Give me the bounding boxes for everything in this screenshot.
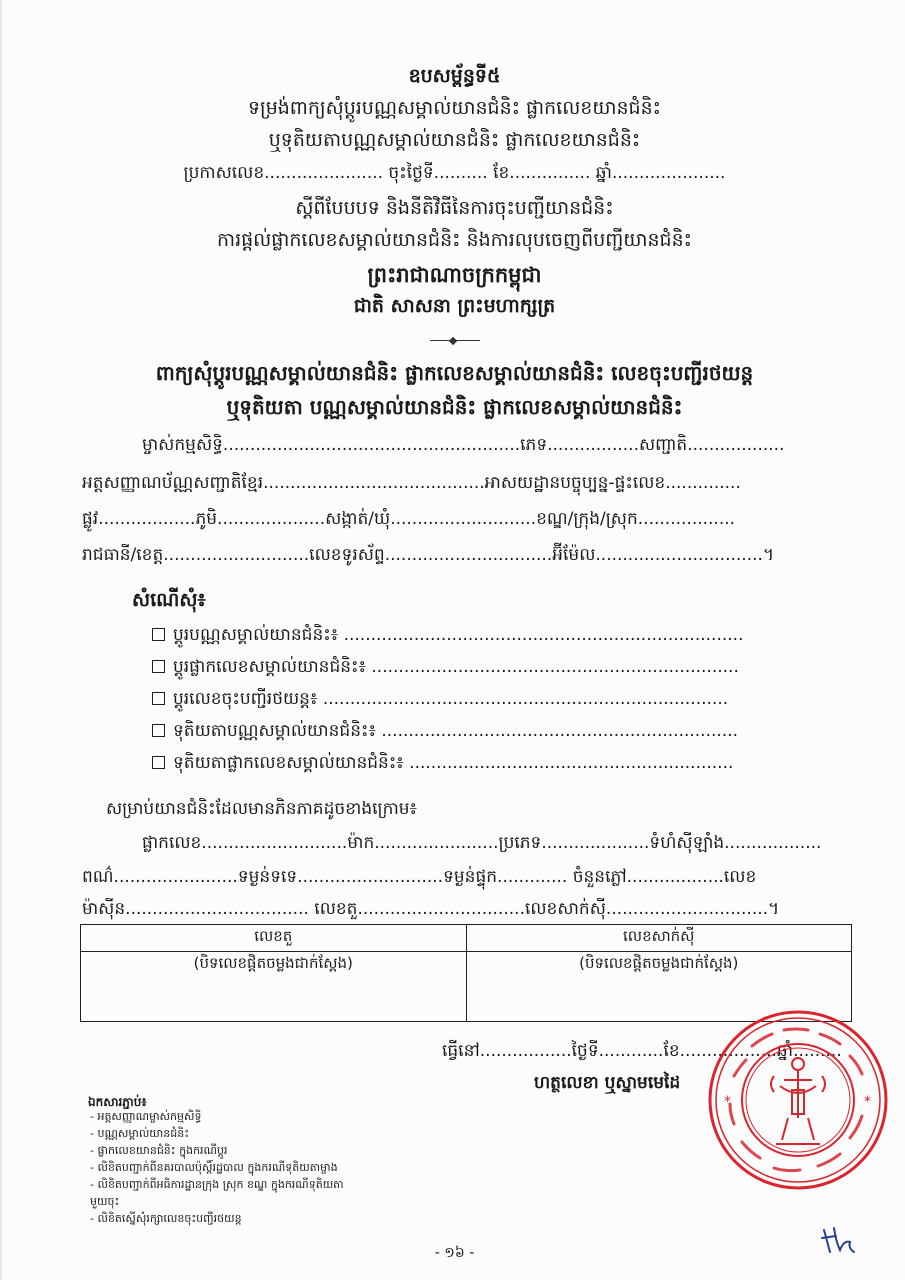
attachment-item: - ផ្លាកលេខយានជំនិះ ក្នុងករណីប្ដូរ [90,1144,228,1157]
place-date-line[interactable]: ធ្វើនៅ.................ថ្ងៃទី............ខែ..................ឆ្នាំ......... [442,1041,842,1061]
national-motto: ជាតិ សាសនា ព្រះមហាក្សត្រ [353,295,556,317]
request-option-duplicate-plate[interactable]: ទុតិយតាផ្លាកលេខសម្គាល់យានជំនិះ៖ ............................................................ [152,752,733,777]
table-cell-engine[interactable]: (បិទលេខផ្ដិតចម្លងជាក់ស្ដែង) [466,952,852,1022]
table-header-chassis: លេខតួ [81,925,467,952]
attachment-item: - លិខិតបញ្ជាក់ពីនគរបាលប៉ុស្ដិ៍រដ្ឋបាល ក្នុងករណីទុតិយតាម្ចាង [90,1161,338,1174]
header-line-2: ឬទុតិយតាបណ្ណសម្គាល់យានជំនិះ ផ្លាកលេខយានជំនិះ [268,129,641,151]
attachments-heading: ឯកសារភ្ជាប់៖ [88,1095,147,1109]
handwritten-signature [820,1222,860,1258]
attachment-item: - លិខិតបញ្ជាក់ពីអធិការដ្ឋានក្រុង ស្រុក ខណ្ឌ ក្នុងករណីទុតិយតា [90,1178,344,1191]
vehicle-field-row-3[interactable]: ម៉ាស៊ីន.................................. លេខតួ...............................លេខសាក់ស៊ី..............................។ [82,899,780,919]
official-seal-icon [704,1006,892,1194]
request-option-change-card[interactable]: ប្ដូរបណ្ណសម្គាល់យានជំនិះ៖ .......................................................................... [152,624,743,649]
header-proclamation-line: ប្រកាសលេខ...................... ចុះថ្ងៃទី.......... ខែ............... ឆ្នាំ..................... [183,163,726,183]
form-title-line-1: ពាក្យសុំប្ដូរបណ្ណសម្គាល់យានជំនិះ ផ្លាកលេខសម្គាល់យានជំនិះ លេខចុះបញ្ជីរថយន្ត [155,361,754,385]
kingdom-title: ព្រះរាជាណាចក្រកម្ពុជា [367,263,542,287]
owner-field-row-3[interactable]: ផ្លូវ..................ភូមិ....................សង្កាត់/ឃុំ...........................ខណ្ឌ/ក្រុង/ស្រុក.................. [82,509,736,529]
signature-label: ហត្ថលេខា ឬស្នាមមេដៃ [534,1073,681,1093]
annex-title: ឧបសម្ព័ន្ធទី៥ [408,65,501,87]
page-number: - ១៦ - [434,1245,475,1261]
attachment-item: - លិខិតស្នើសុំរក្សាលេខចុះបញ្ជីរថយន្ត [90,1212,242,1225]
vehicle-intro: សម្រាប់យានជំនិះដែលមានភិនភាគដូចខាងក្រោម៖ [106,799,418,819]
header-line-5: ការផ្ដល់ផ្លាកលេខសម្គាល់យានជំនិះ និងការលុបចេញពីបញ្ជីយានជំនិះ [216,229,692,251]
header-line-4: ស្ដីពីបែបបទ និងនីតិវិធីនៃការចុះបញ្ជីយានជំនិះ [295,197,614,219]
request-option-duplicate-card[interactable]: ទុតិយតាបណ្ណសម្គាល់យានជំនិះ៖ .................................................................. [152,720,738,745]
checkbox[interactable] [152,660,165,673]
attachment-item: - អត្តសញ្ញាណម្ចាស់កម្មសិទ្ធិ [90,1110,202,1123]
request-option-change-plate[interactable]: ប្ដូរផ្លាកលេខសម្គាល់យានជំនិះ៖ .................................................................... [152,656,739,681]
table-header-engine: លេខសាក់ស៊ី [466,925,852,952]
svg-text:*: * [724,1094,731,1110]
request-heading: សំណើសុំ៖ [132,589,206,611]
form-title-line-2: ឬទុតិយតា បណ្ណសម្គាល់យានជំនិះ ផ្លាកលេខសម្គាល់យានជំនិះ [226,395,683,419]
checkbox[interactable] [152,628,165,641]
header-line-1: ទម្រង់ពាក្យសុំប្ដូរបណ្ណសម្គាល់យានជំនិះ ផ្លាកលេខយានជំនិះ [247,97,662,119]
vehicle-field-row-1[interactable]: ផ្លាកលេខ...........................ម៉ាក.......................ប្រភេទ....................ទំហំស៊ីឡាំង.................. [142,833,822,853]
request-option-change-registration[interactable]: ប្ដូរលេខចុះបញ្ជីរថយន្ត៖ ........................................................................... [152,688,728,713]
table-cell-chassis[interactable]: (បិទលេខផ្ដិតចម្លងជាក់ស្ដែង) [81,952,467,1022]
owner-field-row-2[interactable]: អត្តសញ្ញាណប័ណ្ណសញ្ជាតិខ្មែរ.........................................អាសយដ្ឋានបច្ចុប្បន្ន-ផ្ទះលេខ.............. [82,473,741,493]
owner-field-row-1[interactable]: ម្ចាស់កម្មសិទ្ធិ.......................................................ភេទ.................សញ្ជាតិ.................. [142,435,785,455]
attachment-item: - បណ្ណសម្គាល់យានជំនិះ [90,1127,190,1140]
checkbox[interactable] [152,724,165,737]
owner-field-row-4[interactable]: រាជធានី/ខេត្ត...........................លេខទូរស័ព្ទ...............................អ៊ីម៉ែល...............................។ [82,545,775,565]
checkbox[interactable] [152,692,165,705]
decorative-divider [430,340,480,341]
checkbox[interactable] [152,756,165,769]
attachment-item: មួយចុះ [90,1195,120,1208]
vehicle-field-row-2[interactable]: ពណ៌.......................ទម្ងន់ទទេ...........................ទម្ងន់ផ្ទុក............. ចំនួនភ្លៅ..................លេខ [82,867,757,887]
svg-text:*: * [864,1094,871,1110]
